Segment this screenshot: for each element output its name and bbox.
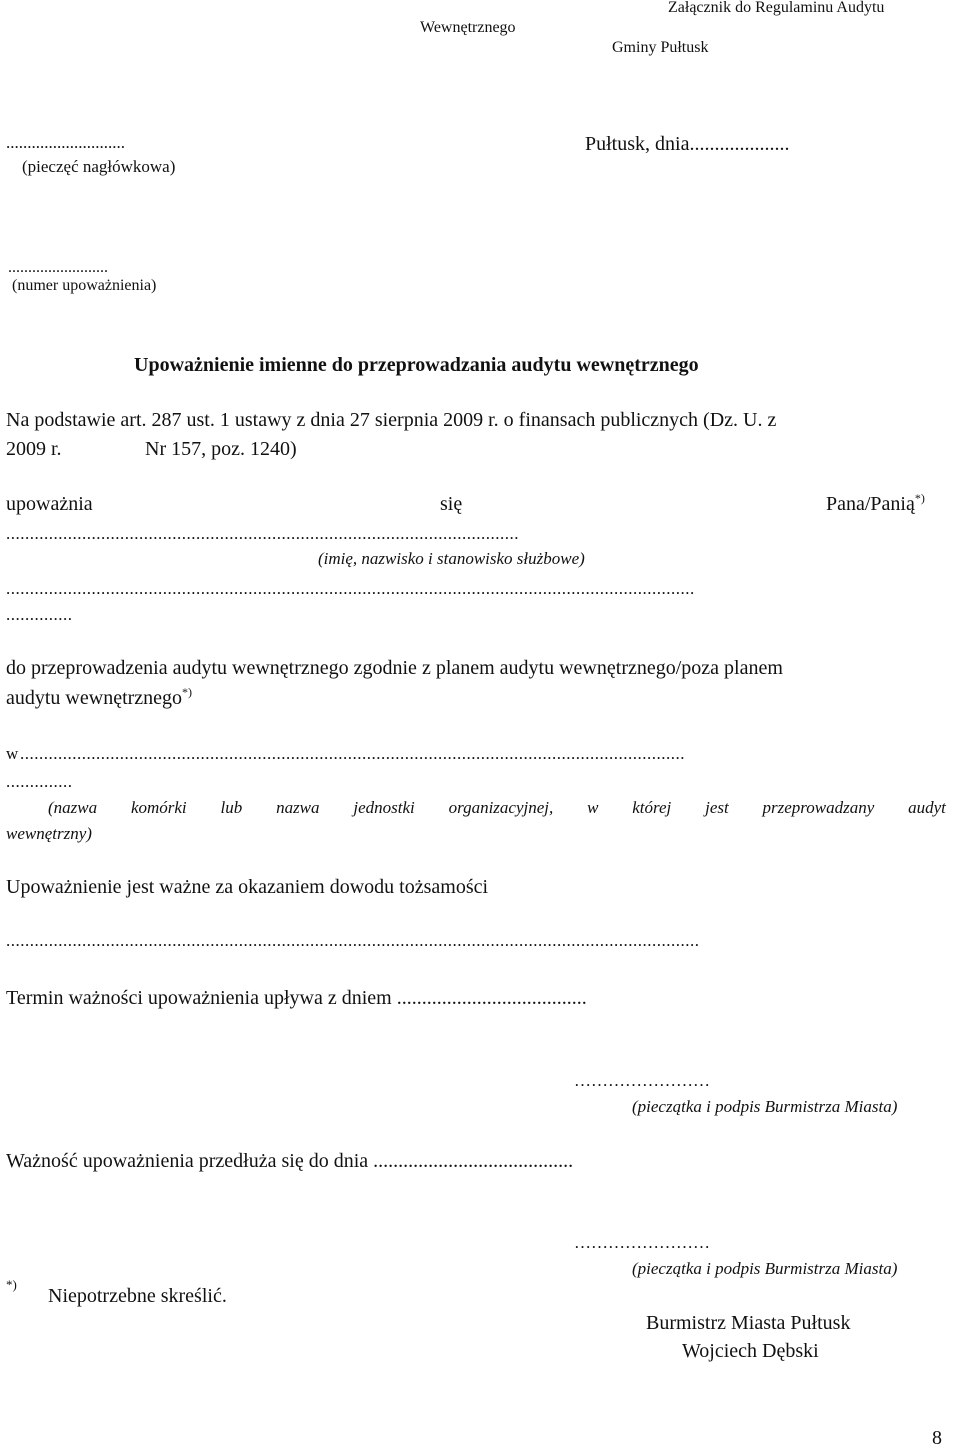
extension-statement: Ważność upoważnienia przedłuża się do dnia ........................................ — [6, 1150, 574, 1172]
purpose-line-1: do przeprowadzenia audytu wewnętrznego zgodnie z planem audytu wewnętrznego/poza planem — [6, 657, 783, 679]
expiry-statement: Termin ważności upoważnienia upływa z dniem ...................................... — [6, 987, 587, 1009]
signature-label-2: (pieczątka i podpis Burmistrza Miasta) — [632, 1259, 898, 1278]
purpose-line-2: audytu wewnętrznego*) — [6, 685, 193, 709]
signature-line-1: …………………… — [574, 1071, 710, 1090]
footnote-marker: *) — [6, 1277, 17, 1292]
legal-basis-line-2a: 2009 r. — [6, 438, 62, 460]
unit-dotted-line-short: .............. — [6, 773, 73, 790]
signature-line-2: …………………… — [574, 1233, 710, 1252]
unit-prefix: w — [6, 744, 19, 763]
mayor-name: Wojciech Dębski — [682, 1340, 819, 1362]
dotted-line-short: .............. — [6, 606, 73, 623]
number-label: (numer upoważnienia) — [12, 277, 157, 294]
header-line-left: Wewnętrznego — [420, 19, 516, 36]
name-field-label: (imię, nazwisko i stanowisko służbowe) — [318, 549, 585, 568]
validity-statement: Upoważnienie jest ważne za okazaniem dowodu tożsamości — [6, 876, 489, 898]
footnote-text: Niepotrzebne skreślić. — [48, 1285, 227, 1307]
header-line-right: Załącznik do Regulaminu Audytu — [668, 0, 885, 16]
header-line-second: Gminy Pułtusk — [612, 39, 709, 56]
unit-label-line-1: (nazwa komórki lub nazwa jednostki organizacyjnej, w której jest przeprowadzany audyt — [48, 798, 946, 817]
mayor-title: Burmistrz Miasta Pułtusk — [646, 1312, 851, 1334]
place-and-date: Pułtusk, dnia.................... — [585, 133, 790, 155]
sir-madam-word: Pana/Panią*) — [826, 491, 925, 515]
name-dotted-line: ............................................................................................................ — [6, 525, 519, 542]
footnote-marker: *) — [182, 685, 193, 699]
legal-basis-line-2b: Nr 157, poz. 1240) — [145, 438, 297, 460]
signature-label-1: (pieczątka i podpis Burmistrza Miasta) — [632, 1097, 898, 1116]
legal-basis-line-1: Na podstawie art. 287 ust. 1 ustawy z dnia 27 sierpnia 2009 r. o finansach publicznych (Dz. U. z — [6, 409, 777, 431]
footnote-marker: *) — [914, 491, 925, 505]
validity-dotted-line: .................................................................................................................................................. — [6, 932, 700, 949]
page-number: 8 — [932, 1427, 942, 1448]
unit-label-line-2: wewnętrzny) — [6, 824, 92, 843]
seal-label: (pieczęć nagłówkowa) — [22, 157, 176, 176]
document-title: Upoważnienie imienne do przeprowadzania audytu wewnętrznego — [134, 354, 699, 376]
number-dotted-line: ......................... — [8, 259, 108, 276]
reflexive-word: się — [440, 493, 463, 515]
seal-dotted-line: ............................ — [6, 133, 125, 152]
unit-dotted-line: ............................................................................................................................................ — [20, 745, 685, 762]
authorises-word: upoważnia — [6, 493, 93, 515]
dotted-line-long: ................................................................................................................................................. — [6, 580, 695, 597]
